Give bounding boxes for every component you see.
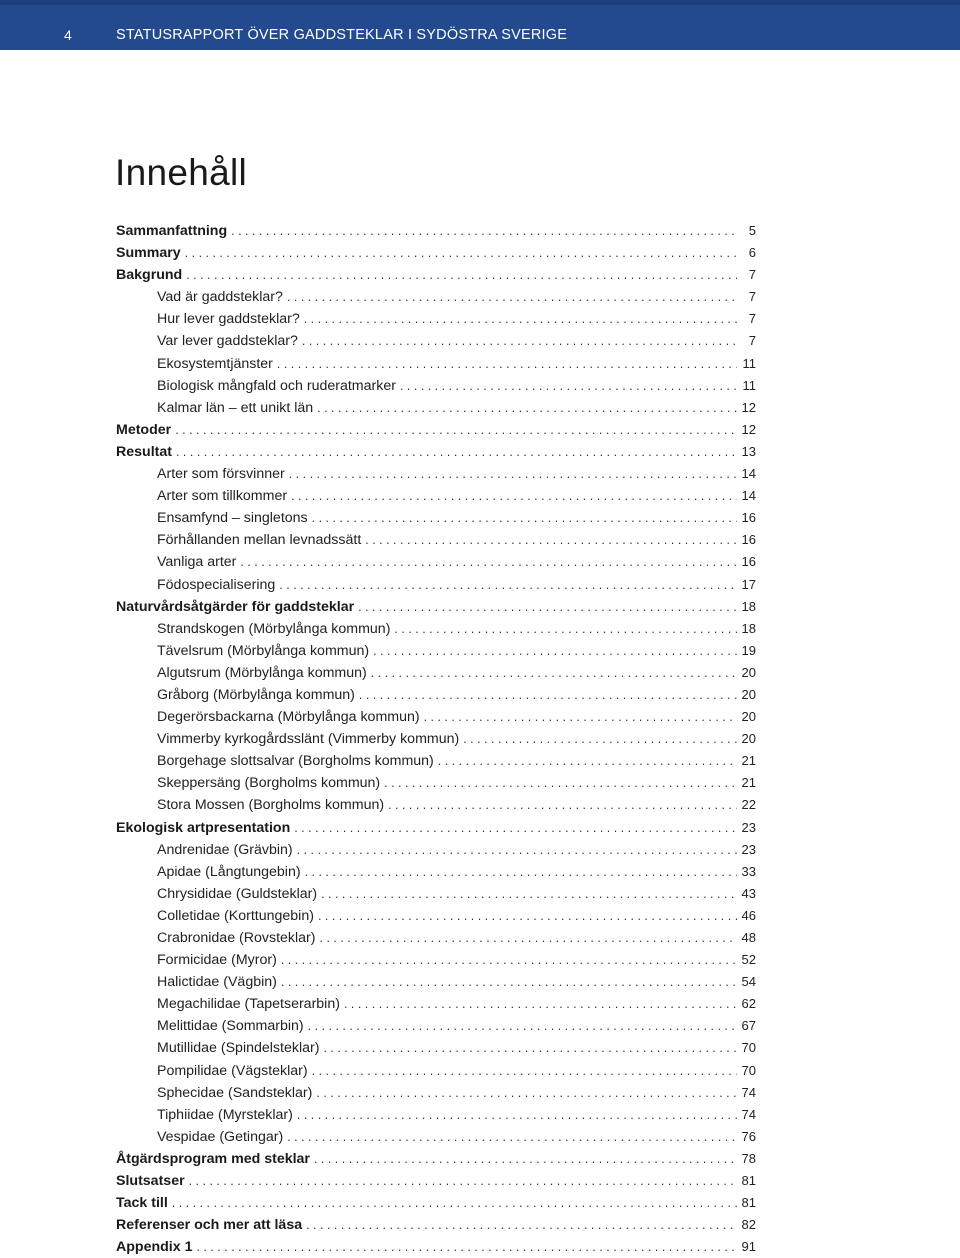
toc-subsection-entry[interactable] bbox=[116, 1104, 756, 1126]
dot-leader bbox=[287, 286, 737, 308]
toc-section-entry[interactable] bbox=[116, 264, 756, 286]
toc-entry-label: Borgehage slottsalvar (Borgholms kommun) bbox=[157, 753, 434, 770]
toc-entry-label: Gråborg (Mörbylånga kommun) bbox=[157, 686, 355, 703]
toc-entry-label: Algutsrum (Mörbylånga kommun) bbox=[157, 664, 367, 681]
toc-entry-label: Ensamfynd – singletons bbox=[157, 510, 308, 527]
toc-page-number: 7 bbox=[748, 333, 756, 349]
toc-entry-label: Hur lever gaddsteklar? bbox=[157, 311, 300, 328]
toc-section-entry[interactable] bbox=[116, 817, 756, 839]
toc-entry-label: Biologisk mångfald och ruderatmarker bbox=[157, 377, 396, 394]
running-title: STATUSRAPPORT ÖVER GADDSTEKLAR I SYDÖSTRA SVERIGE bbox=[116, 27, 568, 43]
toc-subsection-entry[interactable] bbox=[116, 1126, 756, 1148]
dot-leader bbox=[240, 551, 737, 573]
toc-entry-label: Vanliga arter bbox=[157, 554, 237, 571]
toc-entry-label: Apidae (Långtungebin) bbox=[157, 863, 301, 880]
toc-entry-label: Resultat bbox=[116, 443, 172, 460]
toc-subsection-entry[interactable] bbox=[116, 1037, 756, 1059]
toc-entry-label: Pompilidae (Vägsteklar) bbox=[157, 1062, 308, 1079]
toc-entry-label: Slutsatser bbox=[116, 1173, 185, 1190]
toc-page-number: 82 bbox=[741, 1217, 756, 1233]
toc-page-number: 67 bbox=[741, 1018, 756, 1034]
dot-leader bbox=[365, 529, 737, 551]
dot-leader bbox=[302, 330, 737, 352]
toc-page-number: 62 bbox=[741, 996, 756, 1012]
toc-section-entry[interactable] bbox=[116, 1148, 756, 1170]
toc-section-entry[interactable] bbox=[116, 220, 756, 242]
toc-entry-label: Födospecialisering bbox=[157, 576, 276, 593]
toc-subsection-entry[interactable] bbox=[116, 839, 756, 861]
toc-entry-label: Appendix 1 bbox=[116, 1239, 193, 1256]
toc-entry-label: Tävelsrum (Mörbylånga kommun) bbox=[157, 642, 370, 659]
dot-leader bbox=[281, 949, 737, 971]
toc-entry-label: Åtgärdsprogram med steklar bbox=[116, 1150, 310, 1167]
toc-section-entry[interactable] bbox=[116, 1192, 756, 1214]
toc-entry-label: Degerörsbackarna (Mörbylånga kommun) bbox=[157, 709, 420, 726]
dot-leader bbox=[359, 684, 737, 706]
toc-page-number: 74 bbox=[741, 1106, 756, 1122]
toc-page-number: 21 bbox=[741, 775, 756, 791]
toc-subsection-entry[interactable] bbox=[116, 905, 756, 927]
toc-entry-label: Bakgrund bbox=[116, 267, 183, 284]
toc-subsection-entry[interactable] bbox=[116, 353, 756, 375]
toc-page-number: 74 bbox=[741, 1084, 756, 1100]
toc-page-number: 20 bbox=[741, 709, 756, 725]
toc-subsection-entry[interactable] bbox=[116, 397, 756, 419]
toc-entry-label: Arter som försvinner bbox=[157, 466, 285, 483]
toc-page-number: 11 bbox=[742, 377, 756, 393]
dot-leader bbox=[317, 397, 737, 419]
toc-entry-label: Chrysididae (Guldsteklar) bbox=[157, 885, 318, 902]
dot-leader bbox=[231, 220, 737, 242]
dot-leader bbox=[384, 772, 737, 794]
toc-section-entry[interactable] bbox=[116, 441, 756, 463]
table-of-contents bbox=[116, 220, 756, 1258]
dot-leader bbox=[186, 264, 737, 286]
toc-page-number: 76 bbox=[741, 1128, 756, 1144]
dot-leader bbox=[312, 507, 737, 529]
dot-leader bbox=[318, 905, 737, 927]
toc-page-number: 7 bbox=[748, 267, 756, 283]
dot-leader bbox=[308, 1015, 737, 1037]
toc-entry-label: Colletidae (Korttungebin) bbox=[157, 907, 314, 924]
dot-leader bbox=[306, 1214, 737, 1236]
dot-leader bbox=[344, 993, 737, 1015]
toc-subsection-entry[interactable] bbox=[116, 330, 756, 352]
dot-leader bbox=[175, 419, 737, 441]
toc-subsection-entry[interactable] bbox=[116, 750, 756, 772]
toc-subsection-entry[interactable] bbox=[116, 772, 756, 794]
toc-page-number: 20 bbox=[741, 686, 756, 702]
page-number: 4 bbox=[64, 27, 73, 43]
toc-entry-label: Crabronidae (Rovsteklar) bbox=[157, 930, 316, 946]
dot-leader bbox=[305, 861, 737, 883]
dot-leader bbox=[185, 242, 737, 264]
dot-leader bbox=[287, 1126, 737, 1148]
toc-page-number: 16 bbox=[741, 532, 756, 548]
toc-subsection-entry[interactable] bbox=[116, 794, 756, 816]
toc-subsection-entry[interactable] bbox=[116, 861, 756, 883]
toc-entry-label: Tack till bbox=[116, 1195, 168, 1212]
toc-entry-label: Formicidae (Myror) bbox=[157, 952, 277, 969]
toc-page-number: 52 bbox=[741, 952, 756, 968]
toc-subsection-entry[interactable] bbox=[116, 927, 756, 949]
toc-entry-label: Megachilidae (Tapetserarbin) bbox=[157, 996, 340, 1013]
toc-subsection-entry[interactable] bbox=[116, 485, 756, 507]
toc-entry-label: Summary bbox=[116, 245, 181, 262]
toc-page-number: 12 bbox=[741, 399, 756, 415]
toc-section-entry[interactable] bbox=[116, 1214, 756, 1236]
dot-leader bbox=[400, 375, 737, 397]
toc-subsection-entry[interactable] bbox=[116, 463, 756, 485]
toc-entry-label: Ekologisk artpresentation bbox=[116, 819, 291, 836]
toc-page-number: 54 bbox=[741, 974, 756, 990]
toc-entry-label: Var lever gaddsteklar? bbox=[157, 333, 298, 350]
dot-leader bbox=[281, 971, 737, 993]
toc-section-entry[interactable] bbox=[116, 1170, 756, 1192]
dot-leader bbox=[388, 794, 737, 816]
toc-page-number: 16 bbox=[741, 510, 756, 526]
toc-entry-label: Strandskogen (Mörbylånga kommun) bbox=[157, 620, 391, 637]
toc-subsection-entry[interactable] bbox=[116, 507, 756, 529]
toc-page-number: 78 bbox=[741, 1150, 756, 1166]
dot-leader bbox=[172, 1192, 737, 1214]
dot-leader bbox=[424, 706, 737, 728]
toc-subsection-entry[interactable] bbox=[116, 1060, 756, 1082]
toc-page-number: 23 bbox=[741, 819, 756, 835]
toc-page-number: 13 bbox=[741, 443, 756, 459]
toc-page-number: 70 bbox=[741, 1062, 756, 1078]
dot-leader bbox=[304, 308, 737, 330]
dot-leader bbox=[289, 463, 737, 485]
dot-leader bbox=[371, 662, 737, 684]
toc-page-number: 33 bbox=[741, 863, 756, 879]
toc-page-number: 5 bbox=[748, 223, 756, 238]
toc-page-number: 70 bbox=[741, 1040, 756, 1056]
toc-entry-label: Tiphiidae (Myrsteklar) bbox=[157, 1106, 293, 1123]
dot-leader bbox=[394, 618, 737, 640]
dot-leader bbox=[463, 728, 737, 750]
toc-subsection-entry[interactable] bbox=[116, 971, 756, 993]
toc-page-number: 7 bbox=[748, 289, 756, 305]
dot-leader bbox=[314, 1148, 737, 1170]
toc-page-number: 43 bbox=[741, 885, 756, 901]
dot-leader bbox=[316, 1082, 737, 1104]
dot-leader bbox=[438, 750, 737, 772]
toc-page-number: 14 bbox=[741, 466, 756, 482]
toc-page-number: 23 bbox=[741, 841, 756, 857]
toc-subsection-entry[interactable] bbox=[116, 640, 756, 662]
toc-page-number: 81 bbox=[741, 1195, 756, 1211]
toc-subsection-entry[interactable] bbox=[116, 706, 756, 728]
toc-section-entry[interactable] bbox=[116, 242, 756, 264]
toc-title: Innehåll bbox=[115, 152, 248, 193]
header-top-rule bbox=[0, 0, 960, 5]
toc-entry-label: Stora Mossen (Borgholms kommun) bbox=[157, 797, 385, 814]
toc-page-number: 19 bbox=[741, 642, 756, 658]
toc-entry-label: Mutillidae (Spindelsteklar) bbox=[157, 1040, 320, 1057]
toc-entry-label: Skeppersäng (Borgholms kommun) bbox=[157, 775, 381, 792]
dot-leader bbox=[321, 883, 737, 905]
toc-subsection-entry[interactable] bbox=[116, 286, 756, 308]
dot-leader bbox=[297, 1104, 737, 1126]
dot-leader bbox=[358, 596, 737, 618]
toc-page-number: 21 bbox=[741, 753, 756, 769]
toc-entry-label: Arter som tillkommer bbox=[157, 488, 288, 505]
toc-page-number: 12 bbox=[741, 421, 756, 437]
toc-subsection-entry[interactable] bbox=[116, 618, 756, 640]
toc-page-number: 22 bbox=[741, 797, 756, 813]
toc-page-number: 91 bbox=[741, 1239, 756, 1255]
toc-subsection-entry[interactable] bbox=[116, 1082, 756, 1104]
toc-subsection-entry[interactable] bbox=[116, 949, 756, 971]
toc-subsection-entry[interactable] bbox=[116, 308, 756, 330]
toc-page-number: 20 bbox=[741, 664, 756, 680]
toc-page-number: 18 bbox=[741, 598, 756, 614]
toc-page-number: 81 bbox=[741, 1173, 756, 1189]
toc-page-number: 48 bbox=[741, 930, 756, 945]
toc-subsection-entry[interactable] bbox=[116, 375, 756, 397]
toc-subsection-entry[interactable] bbox=[116, 883, 756, 905]
dot-leader bbox=[189, 1170, 737, 1192]
toc-entry-label: Förhållanden mellan levnadssätt bbox=[157, 532, 362, 549]
toc-page-number: 20 bbox=[741, 731, 756, 747]
toc-subsection-entry[interactable] bbox=[116, 662, 756, 684]
toc-entry-label: Sammanfattning bbox=[116, 223, 228, 239]
toc-page-number: 46 bbox=[741, 907, 756, 923]
dot-leader bbox=[312, 1060, 737, 1082]
toc-entry-label: Vespidae (Getingar) bbox=[157, 1128, 284, 1145]
toc-subsection-entry[interactable] bbox=[116, 551, 756, 573]
toc-entry-label: Vimmerby kyrkogårdsslänt (Vimmerby kommun) bbox=[157, 731, 460, 748]
dot-leader bbox=[279, 574, 737, 596]
toc-entry-label: Ekosystemtjänster bbox=[157, 355, 273, 372]
toc-subsection-entry[interactable] bbox=[116, 993, 756, 1015]
toc-entry-label: Naturvårdsåtgärder för gaddsteklar bbox=[116, 598, 355, 615]
dot-leader bbox=[277, 353, 737, 375]
toc-subsection-entry[interactable] bbox=[116, 684, 756, 706]
toc-page-number: 16 bbox=[741, 554, 756, 570]
toc-entry-label: Referenser och mer att läsa bbox=[116, 1217, 303, 1234]
dot-leader bbox=[323, 1037, 737, 1059]
toc-page-number: 17 bbox=[741, 576, 756, 592]
toc-page-number: 18 bbox=[741, 620, 756, 636]
toc-subsection-entry[interactable] bbox=[116, 728, 756, 750]
toc-page-number: 14 bbox=[741, 488, 756, 504]
toc-entry-label: Sphecidae (Sandsteklar) bbox=[157, 1084, 313, 1101]
toc-entry-label: Halictidae (Vägbin) bbox=[157, 974, 277, 991]
toc-page-number: 7 bbox=[748, 311, 756, 327]
toc-entry-label: Melittidae (Sommarbin) bbox=[157, 1018, 304, 1035]
running-header-band bbox=[0, 0, 960, 50]
toc-page-number: 11 bbox=[742, 355, 756, 371]
toc-subsection-entry[interactable] bbox=[116, 574, 756, 596]
toc-section-entry[interactable] bbox=[116, 419, 756, 441]
toc-entry-label: Vad är gaddsteklar? bbox=[157, 289, 283, 306]
dot-leader bbox=[294, 817, 737, 839]
toc-page-number: 6 bbox=[748, 245, 756, 261]
dot-leader bbox=[291, 485, 737, 507]
toc-entry-label: Kalmar län – ett unikt län bbox=[157, 399, 314, 416]
toc-entry-label: Andrenidae (Grävbin) bbox=[157, 841, 293, 858]
dot-leader bbox=[320, 927, 738, 949]
toc-section-entry[interactable] bbox=[116, 596, 756, 618]
dot-leader bbox=[373, 640, 737, 662]
toc-entry-label: Metoder bbox=[116, 421, 172, 438]
dot-leader bbox=[297, 839, 737, 861]
dot-leader bbox=[176, 441, 737, 463]
toc-subsection-entry[interactable] bbox=[116, 1015, 756, 1037]
toc-subsection-entry[interactable] bbox=[116, 529, 756, 551]
